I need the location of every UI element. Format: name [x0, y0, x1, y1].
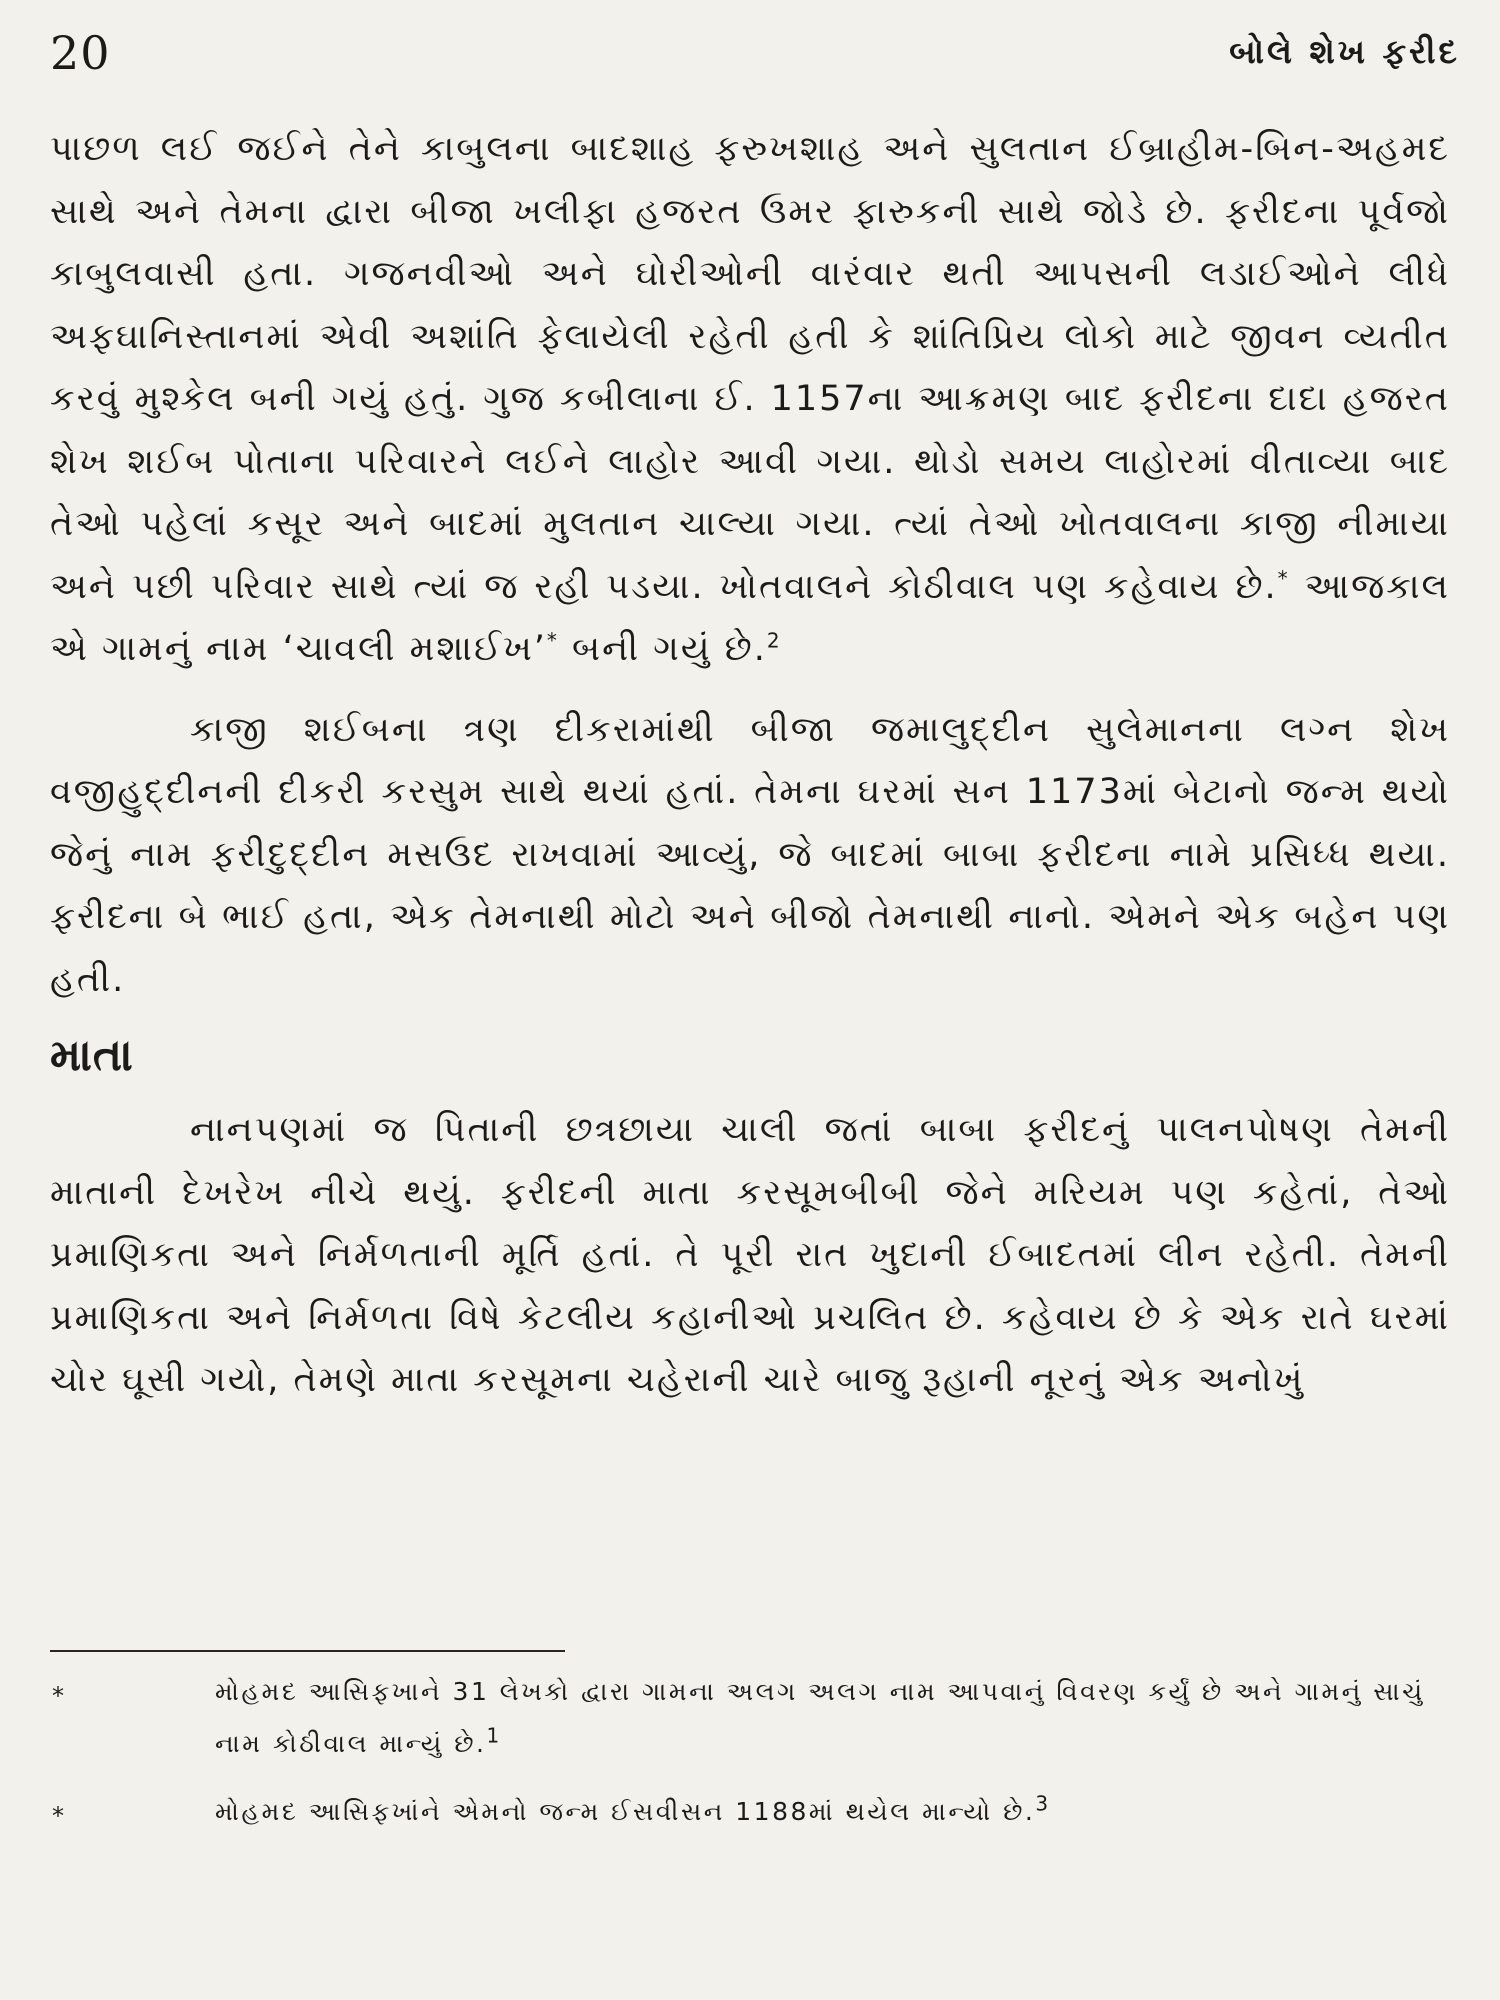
footnote-2 — [50, 1786, 1450, 1838]
footnote-text: મોહમદ આસિફખાંને એમનો જન્મ ઈસવીસન 1188માં થયેલ માન્યો છે. — [215, 1797, 1036, 1826]
footnote-1 — [50, 1666, 1450, 1770]
page-number: 20 — [50, 26, 111, 80]
page-header — [50, 18, 1460, 88]
paragraph-3: નાનપણમાં જ પિતાની છત્રછાયા ચાલી જતાં બાબા ફરીદનું પાલનપોષણ તેમની માતાની દેખરેખ નીચે થયું. ફરીદની માતા કરસૂમબીબી જેને મરિયમ પણ કહેતાં, તેઓ પ્રમાણિકતા અને નિર્મળતાની મૂર્તિ હતાં. તે પૂરી રાત ખુદાની ઈબાદતમાં લીન રહેતી. તેમની પ્રમાણિકતા અને નિર્મળતા વિષે કેટલીય કહાનીઓ પ્રચલિત છે. કહેવાય છે કે એક રાતે ઘરમાં ચોર ઘૂસી ગયો, તેમણે માતા કરસૂમના ચહેરાની ચારે બાજુ રૂહાની નૂરનું એક અનોખું — [50, 1110, 1450, 1400]
reference-number: 2 — [766, 628, 782, 653]
footnote-text: મોહમદ આસિફખાને 31 લેખકો દ્વારા ગામના અલગ અલગ નામ આપવાનું વિવરણ કર્યું છે અને ગામનું સાચું નામ કોઠીવાલ માન્યું છે. — [215, 1677, 1425, 1758]
reference-number: 3 — [1035, 1791, 1051, 1816]
paragraph-1-text: પાછળ લઈ જઈને તેને કાબુલના બાદશાહ ફરુખશાહ અને સુલતાન ઈબ્રાહીમ-બિન-અહમદ સાથે અને તેમના દ્વારા બીજા ખલીફા હજરત ઉમર ફારુકની સાથે જોડે છે. ફરીદના પૂર્વજો કાબુલવાસી હતા. ગજનવીઓ અને ઘોરીઓની વારંવાર થતી આપસની લડાઈઓને લીધે અફઘાનિસ્તાનમાં એવી અશાંતિ ફેલાયેલી રહેતી હતી કે શાંતિપ્રિય લોકો માટે જીવન વ્યતીત કરવું મુશ્કેલ બની ગયું હતું. ગુજ કબીલાના ઈ. 1157ના આક્રમણ બાદ ફરીદના દાદા હજરત શેખ શઈબ પોતાના પરિવારને લઈને લાહોર આવી ગયા. થોડો સમય લાહોરમાં વીતાવ્યા બાદ તેઓ પહેલાં કસૂર અને બાદમાં મુલતાન ચાલ્યા ગયા. ત્યાં તેઓ ખોતવાલના કાજી નીમાયા અને પછી પરિવાર સાથે ત્યાં જ રહી પડયા. ખોતવાલને કોઠીવાલ પણ કહેવાય છે. — [50, 129, 1450, 607]
footnote-mark: * — [52, 1682, 67, 1710]
footnotes — [50, 1666, 1450, 1854]
running-title: બોલે શેખ ફરીદ — [1229, 32, 1460, 71]
footnote-mark: * — [52, 1802, 67, 1830]
paragraph-1-text-b: આજકાલ એ ગામનું નામ ‘ચાવલી મશાઈખ’ — [50, 566, 1450, 669]
body-text — [50, 118, 1450, 1412]
paragraph-1 — [50, 118, 1450, 681]
footnote-mark: * — [1277, 565, 1290, 590]
footnote-divider — [50, 1650, 565, 1652]
section-heading: માતા — [50, 1030, 134, 1081]
paragraph-2: કાજી શઈબના ત્રણ દીકરામાંથી બીજા જમાલુદ્દીન સુલેમાનના લગ્ન શેખ વજીહુદ્દીનની દીકરી કરસુમ સાથે થયાં હતાં. તેમના ઘરમાં સન 1173માં બેટાનો જન્મ થયો જેનું નામ ફરીદુદ્દીન મસઉદ રાખવામાં આવ્યું, જે બાદમાં બાબા ફરીદના નામે પ્રસિધ્ધ થયા. ફરીદના બે ભાઈ હતા, એક તેમનાથી મોટો અને બીજો તેમનાથી નાનો. એમને એક બહેન પણ હતી. — [50, 709, 1450, 1000]
paragraph-1-text-c: બની ગયું છે. — [558, 629, 767, 669]
reference-number: 1 — [486, 1723, 502, 1748]
footnote-mark: * — [546, 628, 559, 653]
